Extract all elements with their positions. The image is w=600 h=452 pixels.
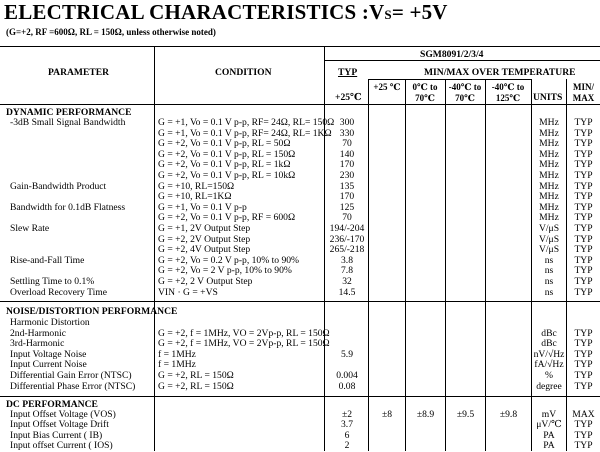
parameter-cell: Harmonic Distortion [10,317,90,328]
parameter-cell: 2nd-Harmonic [10,327,66,339]
minmax-cell: TYP [574,159,593,171]
units-cell: V/μS [538,244,560,256]
section-dynamic: DYNAMIC PERFORMANCE [6,107,132,118]
header-t070: 0℃ to 70℃ [412,82,438,103]
units-cell: nV/√Hz [533,348,565,360]
condition-cell: G = +2, Vo = 0.1 V p-p, RL = 50Ω [158,138,291,150]
typ-value-cell: 140 [339,148,355,160]
minmax-cell: TYP [574,327,593,339]
section-divider-1 [0,301,600,302]
minmax-cell: TYP [574,148,593,160]
typ-value-cell: 70 [342,212,352,224]
minmax-cell: TYP [574,265,593,277]
units-cell: V/μS [538,233,560,245]
minmax-cell: TYP [574,254,593,266]
typ-value-cell: 2 [344,440,350,452]
minmax-cell: TYP [574,276,593,287]
minmax-cell: TYP [574,429,593,441]
header-minmax-col: MIN/ MAX [572,82,595,103]
col-line-1 [154,46,155,451]
parameter-cell: Settling Time to 0.1% [10,276,95,287]
col-line-5 [445,79,446,451]
minmax-cell: TYP [574,127,593,139]
condition-cell: G = +2, 2 V Output Step [158,276,253,287]
units-cell: ns [544,276,554,287]
units-cell: degree [536,380,562,392]
header-t25: +25℃ [335,92,362,103]
parameter-cell: -3dB Small Signal Bandwidth [10,117,126,128]
col-line-2 [324,46,325,451]
units-cell: MHz [539,127,559,139]
typ-value-cell: 265/-218 [329,244,365,256]
section-dc: DC PERFORMANCE [6,399,98,410]
minmax-cell: TYP [574,380,593,392]
col-line-4 [405,79,406,451]
units-cell: MHz [539,180,559,192]
units-cell: dBc [541,327,557,339]
header-t40125: -40℃ to 125℃ [491,82,525,103]
units-cell: MHz [539,212,559,224]
condition-cell: f = 1MHz [158,359,196,371]
minmax-cell: TYP [574,286,593,298]
parameter-cell: Input Bias Current ( IB) [10,429,103,441]
parameter-cell: Input Current Noise [10,359,87,371]
condition-cell: G = +1, Vo = 0.1 V p-p, RF= 24Ω, RL= 1KΩ [158,127,332,139]
typ-value-cell: 194/-204 [329,223,365,234]
minmax-cell: TYP [574,201,593,213]
parameter-cell: Gain-Bandwidth Product [10,180,107,192]
typ-value-cell: 125 [339,201,355,213]
condition-cell: VIN · G = +VS [158,286,218,298]
typ-value-cell: 7.8 [341,265,353,277]
minmax-cell: TYP [574,419,593,431]
typ-value-cell: 135 [339,180,355,192]
typ-value-cell: 0.004 [336,370,358,381]
header-units: UNITS [533,92,563,103]
parameter-cell: Overload Recovery Time [10,286,107,298]
condition-cell: G = +10, RL=150Ω [158,180,235,192]
col-line-6 [485,79,486,451]
typ-value-cell: 3.7 [341,419,353,431]
minmax-cell: TYP [574,223,593,234]
typ-value-cell: 236/-170 [329,233,365,245]
minmax-cell: TYP [574,170,593,181]
condition-cell: G = +2, Vo = 0.1 V p-p, RL = 1kΩ [158,159,291,171]
units-cell: MHz [539,170,559,181]
parameter-cell: Differential Phase Error (NTSC) [10,380,136,392]
minmax-cell: TYP [574,440,593,452]
header-t4070: -40℃ to 70℃ [448,82,482,103]
parameter-cell: 3rd-Harmonic [10,338,65,350]
parameter-cell: Rise-and-Fall Time [10,254,85,266]
condition-cell: G = +2, Vo = 0.2 V p-p, 10% to 90% [158,254,300,266]
condition-cell: G = +2, Vo = 2 V p-p, 10% to 90% [158,265,292,277]
page-title: ELECTRICAL CHARACTERISTICS :VS= +5V [4,0,448,24]
section-divider-2 [0,396,600,397]
units-cell: MHz [539,159,559,171]
test-conditions: (G=+2, RF =600Ω, RL = 150Ω, unless otherwise noted) [6,27,216,37]
units-cell: MHz [539,201,559,213]
section-noise: NOISE/DISTORTION PERFORMANCE [6,306,178,317]
parameter-cell: Input Offset Voltage (VOS) [10,409,116,420]
typ-value-cell: 300 [339,117,355,128]
condition-cell: G = +10, RL=1KΩ [158,191,232,203]
units-cell: MHz [539,148,559,160]
temp40125-value-cell: ±9.8 [499,409,518,420]
minmax-cell: TYP [574,244,593,256]
col-line-3 [368,79,369,451]
typ-value-cell: 70 [342,138,352,150]
condition-cell: G = +2, Vo = 0.1 V p-p, RL = 150Ω [158,148,296,160]
units-cell: PA [543,429,555,441]
part-number: SGM8091/2/3/4 [420,49,484,60]
condition-cell: G = +2, f = 1MHz, VO = 2Vp-p, RL = 150Ω [158,338,330,350]
typ-value-cell: 32 [342,276,352,287]
header-bottom-border [0,104,600,105]
minmax-cell: TYP [574,370,593,381]
parameter-cell: Slew Rate [10,223,50,234]
condition-cell: G = +2, f = 1MHz, VO = 2Vp-p, RL = 150Ω [158,327,330,339]
typ-value-cell: 330 [339,127,355,139]
parameter-cell: Differential Gain Error (NTSC) [10,370,132,381]
units-cell: MHz [539,117,559,128]
condition-cell: G = +1, Vo = 0.1 V p-p, RF= 24Ω, RL= 150Ω [158,117,335,128]
units-cell: ns [544,265,554,277]
minmax-cell: TYP [574,359,593,371]
units-cell: fA/√Hz [534,359,564,371]
header-minmax: MIN/MAX OVER TEMPERATURE [424,67,576,78]
typ-value-cell: 3.8 [341,254,353,266]
condition-cell: G = +2, RL = 150Ω [158,370,234,381]
minmax-cell: TYP [574,233,593,245]
typ-value-cell: 170 [339,191,355,203]
parameter-cell: Input Voltage Noise [10,348,87,360]
units-cell: dBc [541,338,557,350]
condition-cell: f = 1MHz [158,348,196,360]
condition-cell: G = +1, Vo = 0.1 V p-p [158,201,247,213]
typ-value-cell: ±2 [341,409,353,420]
units-cell: V/μS [538,223,560,234]
minmax-cell: TYP [574,138,593,150]
units-cell: mV [541,409,557,420]
temp25-value-cell: ±8 [381,409,393,420]
minmax-cell: TYP [574,338,593,350]
typ-value-cell: 230 [339,170,355,181]
units-cell: % [545,370,553,381]
typ-value-cell: 170 [339,159,355,171]
temp070-value-cell: ±8.9 [416,409,435,420]
minmax-cell: TYP [574,191,593,203]
parameter-cell: Input Offset Voltage Drift [10,419,109,431]
units-cell: MHz [539,191,559,203]
units-cell: ns [544,254,554,266]
minmax-cell: TYP [574,180,593,192]
minmax-cell: TYP [574,117,593,128]
header-typ: TYP [338,67,358,78]
minmax-cell: TYP [574,348,593,360]
condition-cell: G = +2, RL = 150Ω [158,380,234,392]
units-cell: μV/℃ [536,419,562,431]
condition-cell: G = +2, 2V Output Step [158,233,251,245]
condition-cell: G = +2, 4V Output Step [158,244,251,256]
parameter-cell: Bandwidth for 0.1dB Flatness [10,201,126,213]
condition-cell: G = +1, 2V Output Step [158,223,251,234]
typ-value-cell: 6 [344,429,350,441]
minmax-cell: MAX [572,409,595,420]
header-parameter: PARAMETER [48,67,110,78]
header-t25b: +25 ℃ [373,82,401,92]
typ-value-cell: 5.9 [341,348,353,360]
units-cell: PA [543,440,555,452]
condition-cell: G = +2, Vo = 0.1 V p-p, RF = 600Ω [158,212,296,224]
units-cell: ns [544,286,554,298]
header-condition: CONDITION [215,67,272,78]
typ-value-cell: 0.08 [338,380,356,392]
condition-cell: G = +2, Vo = 0.1 V p-p, RL = 10kΩ [158,170,296,181]
typ-value-cell: 14.5 [338,286,356,298]
temp-divider [368,79,531,80]
parameter-cell: Input offset Current ( IOS) [10,440,113,452]
units-cell: MHz [539,138,559,150]
table-top-border [0,46,600,47]
temp4070-value-cell: ±9.5 [456,409,475,420]
minmax-cell: TYP [574,212,593,224]
